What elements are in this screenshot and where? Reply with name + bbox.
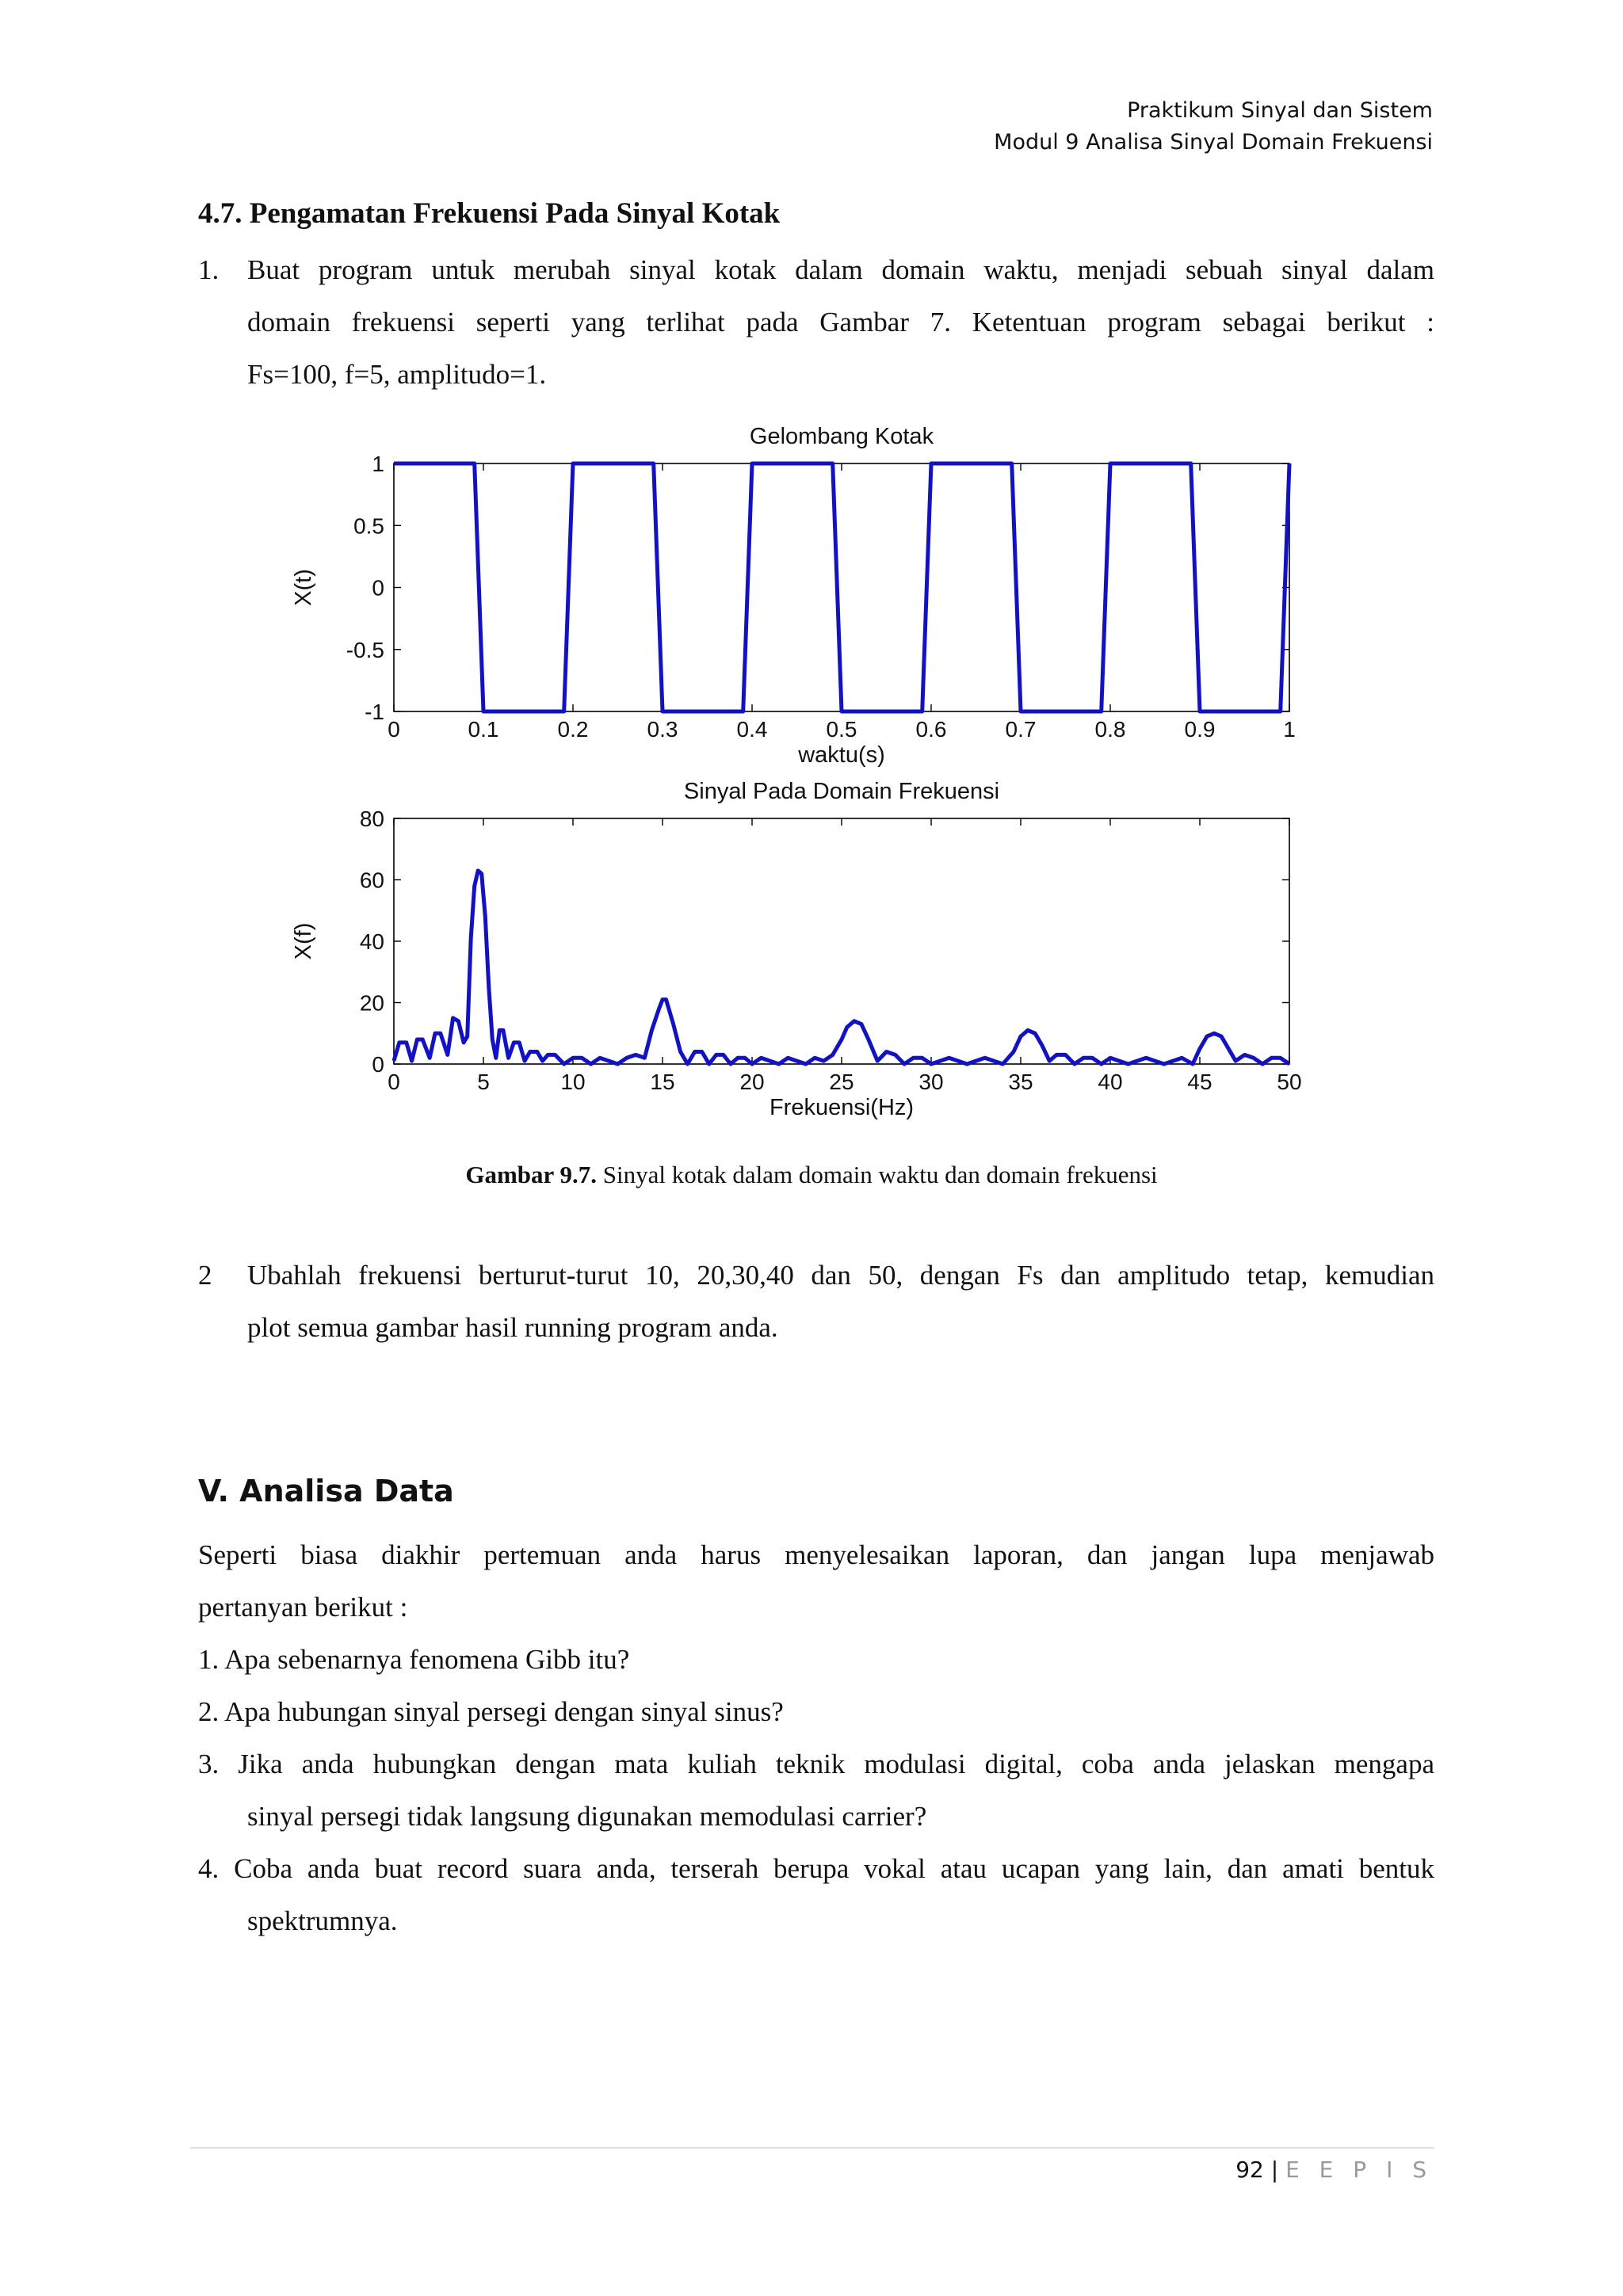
chart-frequency-domain (291, 779, 1302, 1120)
intro-line: Seperti biasa diakhir pertemuan anda harus menyelesaikan laporan, dan jangan lupa menjawab (198, 1539, 1434, 1570)
x-tick-label: 0.5 (826, 717, 857, 742)
footer-org: E E P I S (1285, 2157, 1433, 2183)
figure-caption-label: Gambar 9.7. (465, 1161, 597, 1188)
list-item-line: plot semua gambar hasil running program anda. (247, 1312, 778, 1343)
chart-title: Sinyal Pada Domain Frekuensi (683, 779, 1000, 804)
figure-charts (0, 0, 1623, 1141)
question-line: sinyal persegi tidak langsung digunakan memodulasi carrier? (247, 1801, 927, 1832)
question-2 (198, 1686, 1434, 1738)
y-tick-label: -1 (365, 700, 384, 724)
footer-rule (190, 2147, 1434, 2149)
y-tick-label: 0.5 (353, 513, 384, 539)
question-line: 3. Jika anda hubungkan dengan mata kuliah teknik modulasi digital, coba anda jelaskan mengapa (198, 1749, 1434, 1779)
x-tick-label: 40 (1098, 1070, 1123, 1094)
x-tick-label: 45 (1187, 1070, 1212, 1094)
y-tick-label: 20 (359, 990, 384, 1016)
x-tick-label: 50 (1277, 1070, 1302, 1094)
x-tick-label: 30 (918, 1070, 944, 1094)
y-tick-label: 60 (359, 868, 384, 893)
x-tick-label: 10 (560, 1070, 586, 1094)
list-item-2 (198, 1249, 1434, 1354)
section-heading-4-7: 4.7. Pengamatan Frekuensi Pada Sinyal Kotak (198, 197, 781, 230)
x-tick-label: 0.4 (736, 717, 768, 742)
y-axis-label: X(f) (291, 922, 316, 960)
y-tick-label: 80 (359, 807, 384, 831)
x-tick-label: 1 (1283, 717, 1296, 742)
x-tick-label: 0.2 (557, 717, 589, 742)
list-item-line: Buat program untuk merubah sinyal kotak dalam domain waktu, menjadi sebuah sinyal dalam (247, 254, 1434, 285)
list-item-number: 2 (198, 1260, 212, 1291)
x-tick-label: 20 (739, 1070, 765, 1094)
list-item-line: Fs=100, f=5, amplitudo=1. (247, 359, 547, 390)
x-tick-label: 0.3 (647, 717, 678, 742)
page-number: 92 (1235, 2157, 1264, 2183)
x-tick-label: 35 (1008, 1070, 1033, 1094)
header-module-title: Modul 9 Analisa Sinyal Domain Frekuensi (994, 130, 1433, 154)
question-line: 1. Apa sebenarnya fenomena Gibb itu? (198, 1644, 630, 1675)
list-item-line: Ubahlah frekuensi berturut-turut 10, 20,30,40 dan 50, dengan Fs dan amplitudo tetap, kemudian (247, 1260, 1434, 1291)
question-line: 2. Apa hubungan sinyal persegi dengan sinyal sinus? (198, 1696, 784, 1727)
x-tick-label: 25 (829, 1070, 854, 1094)
y-tick-label: 0 (372, 1052, 384, 1077)
page-footer (1235, 2157, 1433, 2183)
x-tick-label: 0.1 (468, 717, 499, 742)
figure-caption (0, 1161, 1623, 1189)
y-tick-label: 40 (359, 929, 384, 954)
x-tick-label: 0.7 (1005, 717, 1037, 742)
question-4 (198, 1843, 1434, 1947)
x-axis-label: Frekuensi(Hz) (769, 1095, 915, 1120)
x-tick-label: 0 (388, 717, 400, 742)
section-heading-v: V. Analisa Data (198, 1474, 454, 1508)
x-tick-label: 0.8 (1094, 717, 1126, 742)
intro-line: pertanyan berikut : (198, 1592, 408, 1623)
list-item-number: 1. (198, 254, 220, 285)
question-line: spektrumnya. (247, 1905, 398, 1936)
x-tick-label: 0.6 (915, 717, 947, 742)
question-3 (198, 1738, 1434, 1843)
header-course-title: Praktikum Sinyal dan Sistem (1127, 98, 1433, 123)
question-line: 4. Coba anda buat record suara anda, terserah berupa vokal atau ucapan yang lain, dan amati bentuk (198, 1853, 1434, 1884)
x-axis-label: waktu(s) (798, 742, 885, 768)
figure-caption-text: Sinyal kotak dalam domain waktu dan domain frekuensi (596, 1161, 1158, 1188)
x-tick-label: 0.9 (1184, 717, 1216, 742)
series-line (394, 871, 1289, 1064)
x-tick-label: 0 (388, 1070, 400, 1094)
chart-time-domain (291, 424, 1296, 768)
y-tick-label: 1 (372, 452, 384, 476)
y-tick-label: 0 (372, 575, 384, 601)
chart-title: Gelombang Kotak (749, 424, 934, 449)
y-axis-label: X(t) (291, 569, 316, 606)
footer-separator: | (1270, 2157, 1279, 2183)
question-1 (198, 1634, 1434, 1686)
x-tick-label: 15 (650, 1070, 675, 1094)
y-tick-label: -0.5 (346, 637, 384, 662)
list-item-line: domain frekuensi seperti yang terlihat pada Gambar 7. Ketentuan program sebagai berikut : (247, 307, 1434, 338)
series-line (394, 463, 1289, 711)
analysis-intro (198, 1529, 1434, 1634)
x-tick-label: 5 (477, 1070, 490, 1094)
plot-frame (394, 818, 1289, 1064)
